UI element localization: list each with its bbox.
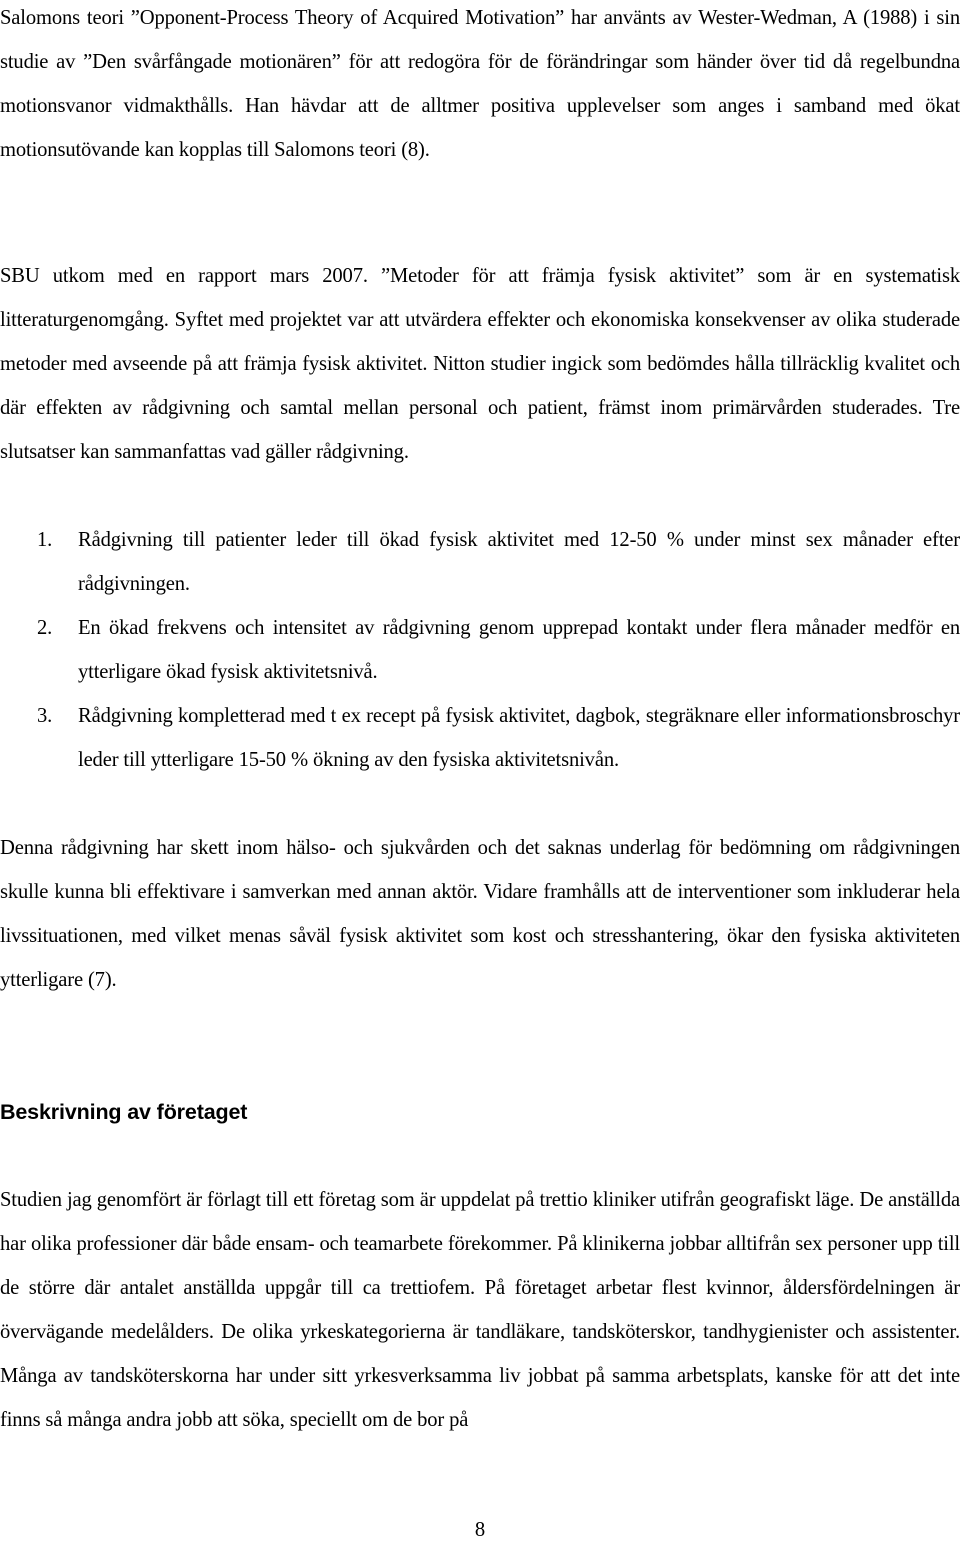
list-item-number: 3. [37, 705, 53, 727]
section-heading: Beskrivning av företaget [0, 1100, 248, 1124]
list-item-text: Rådgivning till patienter leder till ökad fysisk aktivitet med 12-50 % under minst sex månader efter rådgivningen. [78, 529, 960, 595]
conclusions-list [0, 518, 960, 782]
list-item [0, 518, 960, 606]
list-item-number: 2. [37, 617, 53, 639]
list-item [0, 606, 960, 694]
list-item-text: En ökad frekvens och intensitet av rådgivning genom upprepad kontakt under flera månader medför en ytterligare ökad fysisk aktivitetsnivå. [78, 617, 960, 683]
list-item-text: Rådgivning kompletterad med t ex recept på fysisk aktivitet, dagbok, stegräknare eller informationsbroschyr leder till ytterligare 15-50 % ökning av den fysiska aktivitetsnivån. [78, 705, 960, 771]
list-item [0, 694, 960, 782]
paragraph-company-description: Studien jag genomfört är förlagt till ett företag som är uppdelat på trettio kliniker utifrån geografiskt läge. De anställda har olika professioner där både ensam- och teamarbete förekommer. På klinikerna jobbar alltifrån sex personer upp till de större där antalet anställda uppgår till ca trettiofem. På företaget arbetar flest kvinnor, åldersfördelningen är övervägande medelålders. De olika yrkeskategorierna är tandläkare, tandsköterskor, tandhygienister och assistenter. Många av tandsköterskorna har under sitt yrkesverksamma liv jobbat på samma arbetsplats, kanske för att det inte finns så många andra jobb att söka, speciellt om de bor på [0, 1189, 960, 1431]
paragraph-counseling-context: Denna rådgivning har skett inom hälso- och sjukvården och det saknas underlag för bedömning om rådgivningen skulle kunna bli effektivare i samverkan med annan aktör. Vidare framhålls att de interventioner som inkluderar hela livssituationen, med vilket menas såväl fysisk aktivitet som kost och stresshantering, ökar den fysiska aktiviteten ytterligare (7). [0, 837, 960, 991]
page-number: 8 [474, 1519, 486, 1541]
paragraph-sbu-report: SBU utkom med en rapport mars 2007. ”Metoder för att främja fysisk aktivitet” som är en systematisk litteraturgenomgång. Syftet med projektet var att utvärdera effekter och ekonomiska konsekvenser av olika studerade metoder med avseende på att främja fysisk aktivitet. Nitton studier ingick som bedömdes hålla tillräcklig kvalitet och där effekten av rådgivning och samtal mellan personal och patient, främst inom primärvården studerades. Tre slutsatser kan sammanfattas vad gäller rådgivning. [0, 265, 960, 463]
paragraph-salomon-theory: Salomons teori ”Opponent-Process Theory of Acquired Motivation” har använts av Wester-Wedman, A (1988) i sin studie av ”Den svårfångade motionären” för att redogöra för de förändringar som händer över tid då regelbundna motionsvanor vidmakthålls. Han hävdar att de alltmer positiva upplevelser som anges i samband med ökat motionsutövande kan kopplas till Salomons teori (8). [0, 7, 960, 161]
list-item-number: 1. [37, 529, 53, 551]
